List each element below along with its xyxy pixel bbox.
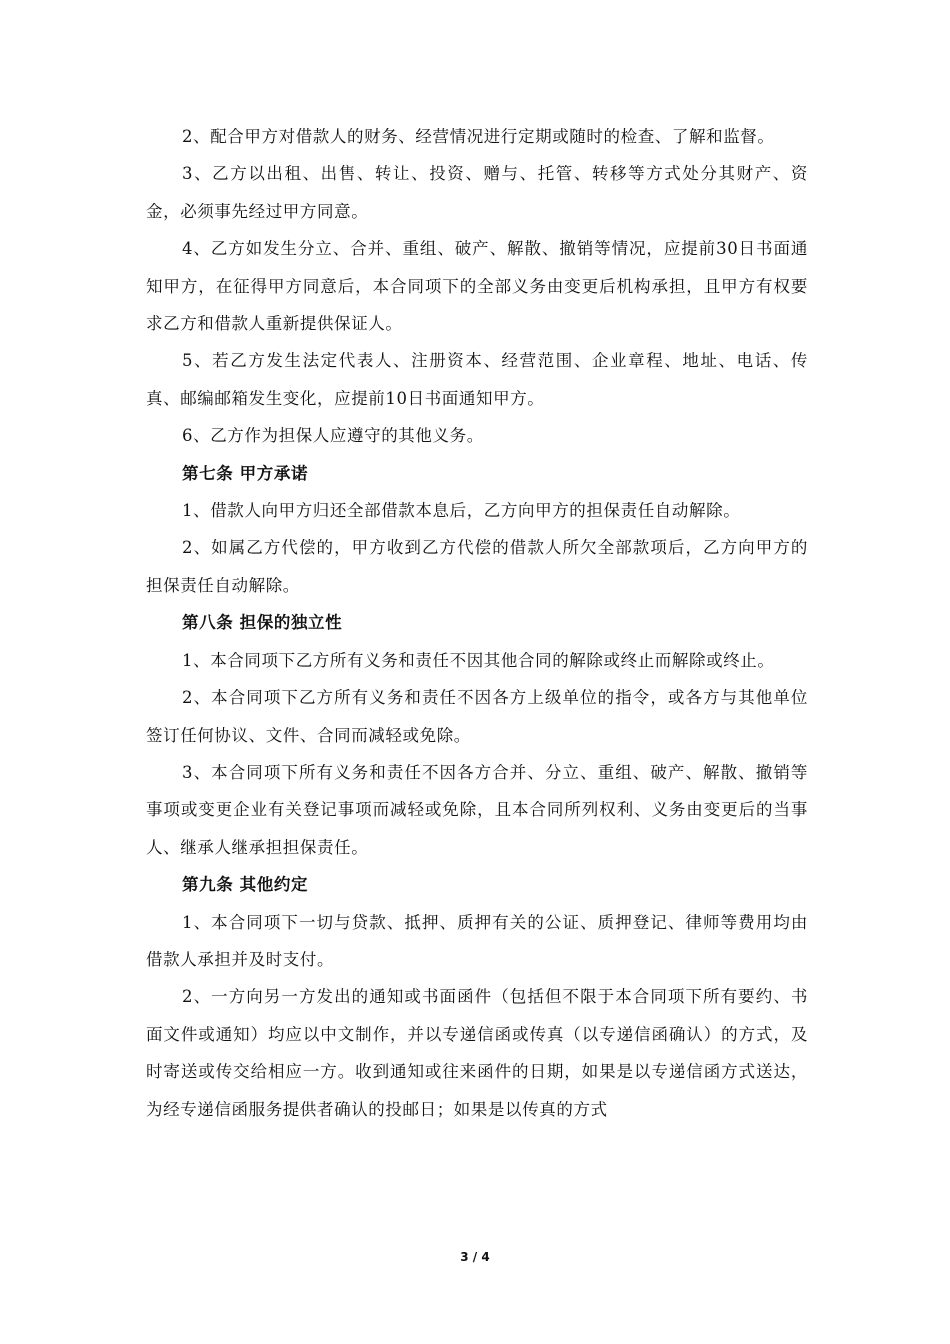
paragraph: 2、一方向另一方发出的通知或书面函件（包括但不限于本合同项下所有要约、书面文件或通知）均应以中文制作，并以专递信函或传真（以专递信函确认）的方式，及时寄送或传交给相应一方。收到通知或往来函件的日期，如果是以专递信函方式送达，为经专递信函服务提供者确认的投邮日；如果是以传真的方式 xyxy=(146,987,808,1119)
paragraph: 2、配合甲方对借款人的财务、经营情况进行定期或随时的检查、了解和监督。 xyxy=(182,127,775,146)
paragraph: 3、本合同项下所有义务和责任不因各方合并、分立、重组、破产、解散、撤销等事项或变更企业有关登记事项而减轻或免除，且本合同所列权利、义务由变更后的当事人、继承人继承担担保责任。 xyxy=(146,762,808,857)
paragraph: 6、乙方作为担保人应遵守的其他义务。 xyxy=(182,426,484,446)
paragraph: 1、本合同项下一切与贷款、抵押、质押有关的公证、质押登记、律师等费用均由借款人承担并及时支付。 xyxy=(146,912,808,969)
paragraph: 2、本合同项下乙方所有义务和责任不因各方上级单位的指令，或各方与其他单位签订任何协议、文件、合同而减轻或免除。 xyxy=(146,688,808,745)
document-body xyxy=(146,118,808,1128)
section-heading: 第九条 其他约定 xyxy=(182,875,309,895)
paragraph: 1、借款人向甲方归还全部借款本息后，乙方向甲方的担保责任自动解除。 xyxy=(182,501,741,521)
paragraph: 4、乙方如发生分立、合并、重组、破产、解散、撤销等情况，应提前30日书面通知甲方，在征得甲方同意后，本合同项下的全部义务由变更后机构承担，且甲方有权要求乙方和借款人重新提供保证人。 xyxy=(146,239,808,334)
paragraph: 2、如属乙方代偿的，甲方收到乙方代偿的借款人所欠全部款项后，乙方向甲方的担保责任自动解除。 xyxy=(146,538,808,595)
paragraph: 5、若乙方发生法定代表人、注册资本、经营范围、企业章程、地址、电话、传真、邮编邮箱发生变化，应提前10日书面通知甲方。 xyxy=(146,351,808,408)
paragraph: 1、本合同项下乙方所有义务和责任不因其他合同的解除或终止而解除或终止。 xyxy=(182,650,775,670)
section-heading: 第八条 担保的独立性 xyxy=(182,613,343,633)
paragraph: 3、乙方以出租、出售、转让、投资、赠与、托管、转移等方式处分其财产、资金，必须事先经过甲方同意。 xyxy=(146,164,808,221)
page-number: 3 / 4 xyxy=(460,1250,490,1264)
section-heading: 第七条 甲方承诺 xyxy=(182,463,309,483)
